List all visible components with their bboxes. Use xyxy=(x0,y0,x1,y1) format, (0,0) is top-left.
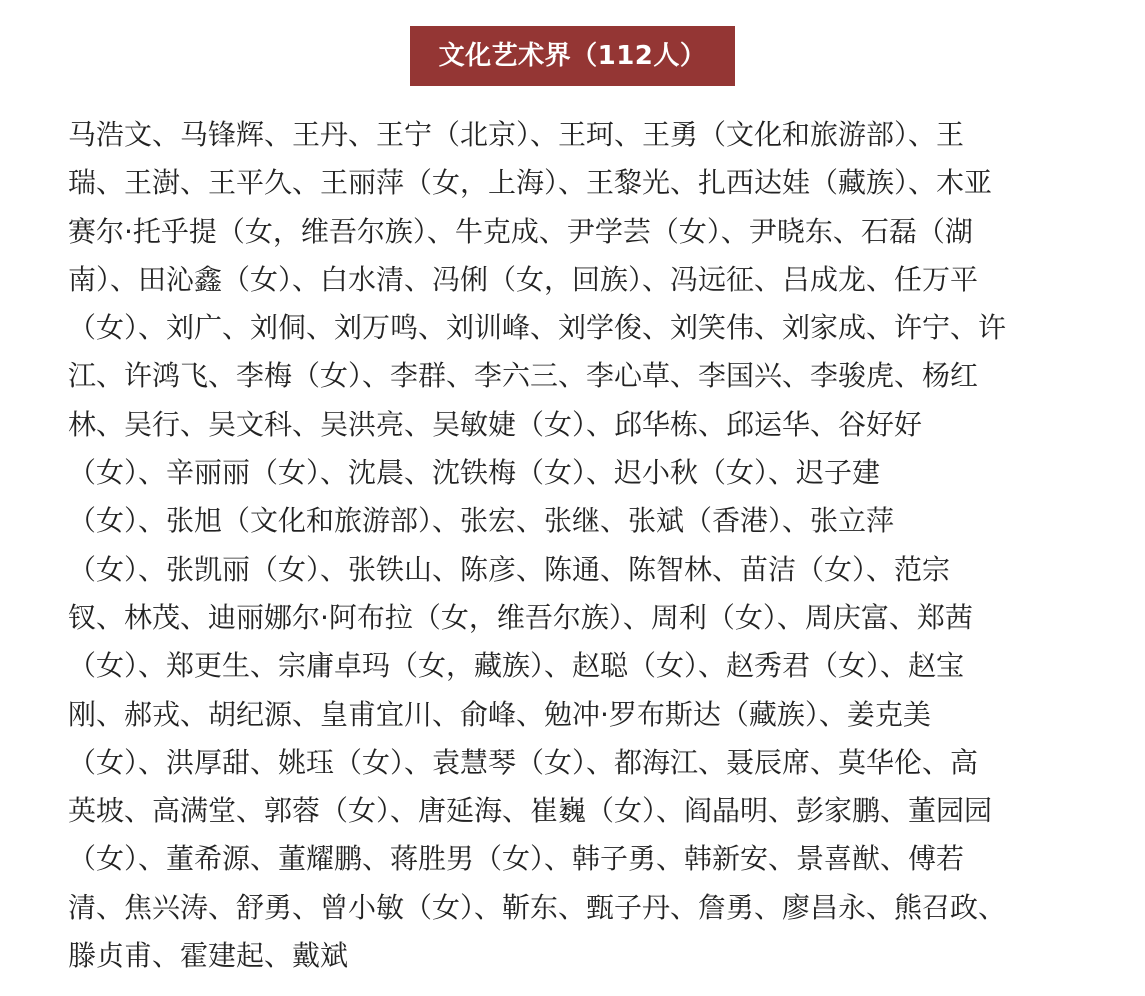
name-list-line: （女）、张凯丽（女）、张铁山、陈彦、陈通、陈智林、苗洁（女）、范宗 xyxy=(68,552,951,586)
section-title-badge: 文化艺术界（112人） xyxy=(410,26,735,86)
name-list-line: （女）、刘广、刘侗、刘万鸣、刘训峰、刘学俊、刘笑伟、刘家成、许宁、许 xyxy=(68,311,1007,345)
name-list-line: 江、许鸿飞、李梅（女）、李群、李六三、李心草、李国兴、李骏虎、杨红 xyxy=(68,359,979,393)
name-list-line: 南）、田沁鑫（女）、白水清、冯俐（女，回族）、冯远征、吕成龙、任万平 xyxy=(68,262,979,296)
name-list-line: （女）、郑更生、宗庸卓玛（女，藏族）、赵聪（女）、赵秀君（女）、赵宝 xyxy=(68,649,965,683)
name-list-line: 林、吴行、吴文科、吴洪亮、吴敏婕（女）、邱华栋、邱运华、谷好好 xyxy=(68,407,923,441)
name-list-line: （女）、辛丽丽（女）、沈晨、沈铁梅（女）、迟小秋（女）、迟子建 xyxy=(68,456,881,490)
name-list-line: （女）、洪厚甜、姚珏（女）、袁慧琴（女）、都海江、聂辰席、莫华伦、高 xyxy=(68,745,979,779)
title-container xyxy=(0,26,1145,86)
name-list-line: （女）、董希源、董耀鹏、蒋胜男（女）、韩子勇、韩新安、景喜猷、傅若 xyxy=(68,842,965,876)
name-list-line: （女）、张旭（文化和旅游部）、张宏、张继、张斌（香港）、张立萍 xyxy=(68,504,895,538)
name-list-line: 钗、林茂、迪丽娜尔·阿布拉（女，维吾尔族）、周利（女）、周庆富、郑茜 xyxy=(68,600,973,634)
name-list-line: 滕贞甫、霍建起、戴斌 xyxy=(68,939,349,973)
name-list-line: 刚、郝戎、胡纪源、皇甫宜川、俞峰、勉冲·罗布斯达（藏族）、姜克美 xyxy=(68,697,931,731)
name-list xyxy=(68,111,1108,980)
name-list-line: 赛尔·托乎提（女，维吾尔族）、牛克成、尹学芸（女）、尹晓东、石磊（湖 xyxy=(68,214,973,248)
name-list-line: 马浩文、马锋辉、王丹、王宁（北京）、王珂、王勇（文化和旅游部）、王 xyxy=(68,118,965,151)
name-list-line: 瑞、王澍、王平久、王丽萍（女，上海）、王黎光、扎西达娃（藏族）、木亚 xyxy=(68,166,993,200)
name-list-line: 清、焦兴涛、舒勇、曾小敏（女）、靳东、甄子丹、詹勇、廖昌永、熊召政、 xyxy=(68,890,1007,924)
name-list-line: 英坡、高满堂、郭蓉（女）、唐延海、崔巍（女）、阎晶明、彭家鹏、董园园 xyxy=(68,794,993,828)
